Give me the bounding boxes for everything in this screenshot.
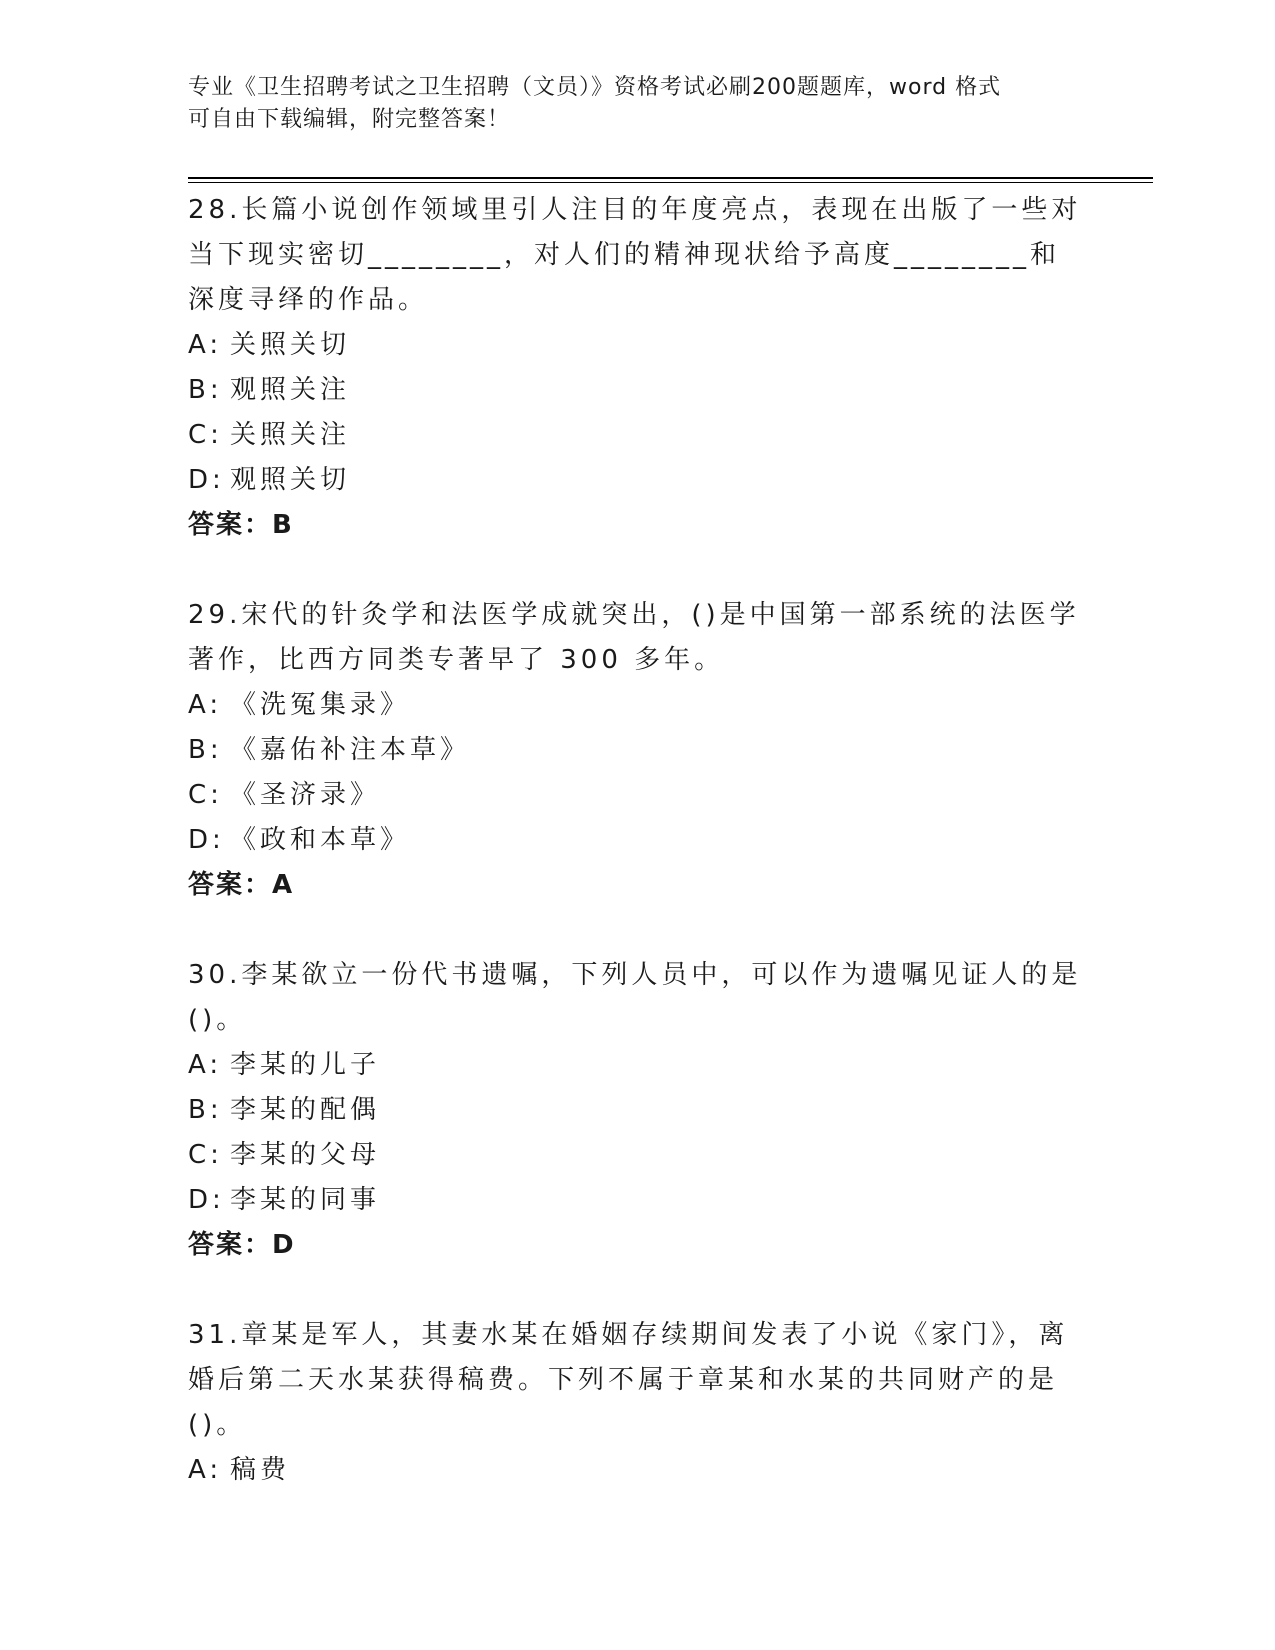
option-d — [188, 1178, 1088, 1223]
option-text: 《圣济录》 — [230, 780, 381, 810]
option-text: 稿费 — [230, 1455, 291, 1485]
option-d — [188, 818, 1088, 863]
option-key: B: — [188, 375, 223, 405]
answer-label: 答案：B — [188, 510, 294, 540]
option-text: 李某的儿子 — [230, 1050, 381, 1080]
option-text: 观照关注 — [230, 375, 351, 405]
option-key: C: — [188, 780, 223, 810]
option-c — [188, 773, 1088, 818]
option-a — [188, 323, 1088, 368]
header-line-2: 可自由下载编辑，附完整答案！ — [188, 107, 511, 132]
question-text: 28.长篇小说创作领域里引人注目的年度亮点，表现在出版了一些对当下现实密切________，对人们的精神现状给予高度________和深度寻绎的作品。 — [188, 195, 1082, 315]
option-text: 李某的配偶 — [230, 1095, 381, 1125]
option-text: 李某的父母 — [230, 1140, 381, 1170]
question-text: 29.宋代的针灸学和法医学成就突出，()是中国第一部系统的法医学著作，比西方同类专著早了 300 多年。 — [188, 600, 1080, 675]
header-divider-bottom — [188, 182, 1153, 183]
option-text: 观照关切 — [230, 465, 351, 495]
question-30 — [188, 953, 1088, 1268]
option-key: C: — [188, 1140, 223, 1170]
question-list — [188, 188, 1088, 1538]
option-key: A: — [188, 330, 223, 360]
option-a — [188, 1043, 1088, 1088]
option-key: A: — [188, 1050, 223, 1080]
option-key: B: — [188, 735, 223, 765]
option-text: 关照关注 — [230, 420, 351, 450]
header-line-1: 专业《卫生招聘考试之卫生招聘（文员）》资格考试必刷200题题库，word 格式 — [188, 75, 1002, 100]
option-key: A: — [188, 690, 223, 720]
option-b — [188, 1088, 1088, 1133]
answer-label: 答案：D — [188, 1230, 296, 1260]
header-divider-top — [188, 177, 1153, 179]
option-b — [188, 728, 1088, 773]
option-key: D: — [188, 465, 225, 495]
option-key: A: — [188, 1455, 223, 1485]
option-d — [188, 458, 1088, 503]
question-29 — [188, 593, 1088, 908]
option-text: 《洗冤集录》 — [230, 690, 411, 720]
option-text: 《政和本草》 — [230, 825, 411, 855]
question-28 — [188, 188, 1088, 548]
option-text: 《嘉佑补注本草》 — [230, 735, 471, 765]
option-text: 李某的同事 — [230, 1185, 381, 1215]
option-key: C: — [188, 420, 223, 450]
question-text: 30.李某欲立一份代书遗嘱，下列人员中，可以作为遗嘱见证人的是()。 — [188, 960, 1082, 1035]
document-header — [188, 72, 1088, 136]
option-a — [188, 683, 1088, 728]
option-b — [188, 368, 1088, 413]
option-a — [188, 1448, 1088, 1493]
option-key: D: — [188, 1185, 225, 1215]
answer-label: 答案：A — [188, 870, 295, 900]
question-text: 31.章某是军人，其妻水某在婚姻存续期间发表了小说《家门》，离婚后第二天水某获得稿费。下列不属于章某和水某的共同财产的是()。 — [188, 1320, 1069, 1440]
option-key: D: — [188, 825, 225, 855]
option-text: 关照关切 — [230, 330, 351, 360]
option-key: B: — [188, 1095, 223, 1125]
question-31 — [188, 1313, 1088, 1493]
option-c — [188, 413, 1088, 458]
option-c — [188, 1133, 1088, 1178]
